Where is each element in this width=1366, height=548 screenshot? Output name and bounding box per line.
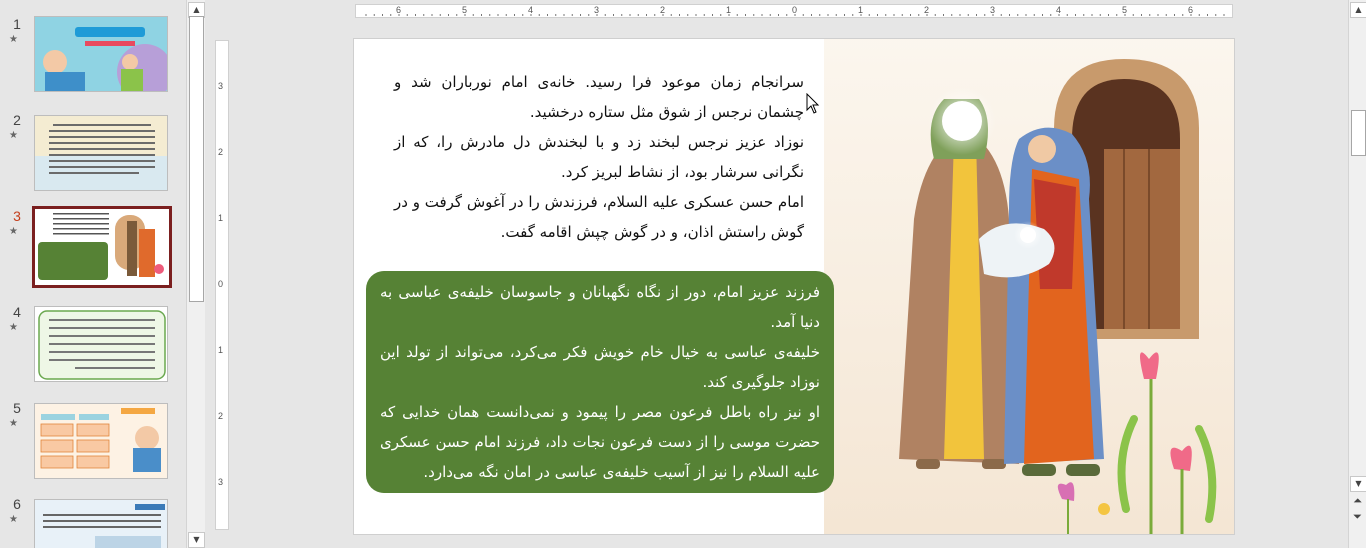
- animation-star-icon: ★: [9, 34, 18, 45]
- previous-slide-button[interactable]: ⏶: [1353, 494, 1362, 507]
- ruler-label: 5: [1122, 5, 1128, 15]
- animation-star-icon: ★: [9, 130, 18, 141]
- slide-number: 2: [13, 112, 21, 128]
- slide-preview-image: [35, 116, 168, 191]
- green-text-box[interactable]: [366, 271, 834, 493]
- scroll-up-button[interactable]: ▲: [1350, 2, 1366, 18]
- slide-number: 6: [13, 496, 21, 512]
- animation-star-icon: ★: [9, 226, 18, 237]
- scroll-down-button[interactable]: ▼: [188, 532, 205, 548]
- story-text-box[interactable]: [394, 67, 804, 247]
- mouse-cursor-icon: [806, 93, 820, 115]
- vertical-ruler[interactable]: [215, 40, 229, 530]
- slide-preview-image: [35, 500, 168, 548]
- ruler-label: 1: [726, 5, 732, 15]
- ruler-label: 4: [1056, 5, 1062, 15]
- ruler-label: 2: [218, 411, 224, 421]
- next-slide-button[interactable]: ⏷: [1353, 510, 1362, 523]
- slide-number: 3: [13, 208, 21, 224]
- story-paragraph: نوزاد عزیز نرجس لبخند زد و با لبخندش دل مادرش را، که از نگرانی سرشار بود، از نشاط لبریز کرد.: [394, 133, 804, 181]
- ruler-label: 2: [660, 5, 666, 15]
- slide-preview-image: [35, 404, 168, 479]
- slide-preview-image: [35, 307, 168, 382]
- slide-number: 4: [13, 304, 21, 320]
- slide-preview[interactable]: [34, 499, 168, 548]
- slide-number: 5: [13, 400, 21, 416]
- ruler-label: 3: [218, 477, 224, 487]
- slide-thumbnail-6[interactable]: [0, 496, 186, 548]
- slide-scrollbar[interactable]: [1348, 0, 1366, 548]
- ruler-label: 2: [218, 147, 224, 157]
- thumbnail-scrollbar[interactable]: [186, 0, 205, 548]
- current-slide[interactable]: [353, 38, 1235, 535]
- animation-star-icon: ★: [9, 514, 18, 525]
- animation-star-icon: ★: [9, 322, 18, 333]
- ruler-label: 1: [858, 5, 864, 15]
- slide-preview-selected[interactable]: [32, 206, 172, 288]
- slide-thumbnail-2[interactable]: [0, 112, 186, 202]
- slide-editor: [205, 0, 1348, 548]
- slide-number: 1: [13, 16, 21, 32]
- nativity-illustration: [804, 39, 1234, 534]
- ruler-label: 1: [218, 213, 224, 223]
- slide-preview[interactable]: [34, 16, 168, 92]
- ruler-label: 3: [594, 5, 600, 15]
- slide-preview[interactable]: [34, 306, 168, 382]
- ruler-label: 6: [396, 5, 402, 15]
- scroll-up-button[interactable]: ▲: [188, 2, 205, 18]
- slide-preview-image: [35, 17, 168, 92]
- ruler-label: 4: [528, 5, 534, 15]
- green-paragraph: خلیفه‌ی عباسی به خیال خام خویش فکر می‌کرد، می‌تواند از تولد این نوزاد جلوگیری کند.: [380, 343, 820, 391]
- slide-thumbnail-pane: [0, 0, 186, 548]
- ruler-label: 5: [462, 5, 468, 15]
- ruler-label: 3: [990, 5, 996, 15]
- animation-star-icon: ★: [9, 418, 18, 429]
- ruler-label: 0: [792, 5, 798, 15]
- slide-thumbnail-3[interactable]: [0, 208, 186, 298]
- slide-preview[interactable]: [34, 115, 168, 191]
- ruler-label: 6: [1188, 5, 1194, 15]
- scrollbar-thumb[interactable]: [1351, 110, 1366, 156]
- slide-thumbnail-5[interactable]: [0, 400, 186, 490]
- scroll-down-button[interactable]: ▼: [1350, 476, 1366, 492]
- ruler-label: 2: [924, 5, 930, 15]
- slide-thumbnail-1[interactable]: [0, 16, 186, 106]
- green-paragraph: او نیز راه باطل فرعون مصر را پیمود و نمی‌دانست همان خدایی که حضرت موسی را از دست فرعون نجات داد، فرزند امام حسن عسکری علیه السلام را نیز از آسیب خلیفه‌ی عباسی در امان نگه می‌دارد.: [380, 403, 820, 481]
- story-paragraph: امام حسن عسکری علیه السلام، فرزندش را در آغوش گرفت و در گوش راستش اذان، و در گوش چپش اقامه گفت.: [394, 193, 804, 241]
- ruler-label: 3: [218, 81, 224, 91]
- slide-preview[interactable]: [34, 403, 168, 479]
- ruler-label: 1: [218, 345, 224, 355]
- horizontal-ruler[interactable]: [355, 4, 1233, 18]
- slide-thumbnail-4[interactable]: [0, 304, 186, 394]
- green-paragraph: فرزند عزیز امام، دور از نگاه نگهبانان و جاسوسان خلیفه‌ی عباسی به دنیا آمد.: [380, 283, 820, 331]
- story-paragraph: سرانجام زمان موعود فرا رسید. خانه‌ی امام نورباران شد و چشمان نرجس از شوق مثل ستاره درخشید.: [394, 73, 804, 121]
- ruler-label: 0: [218, 279, 224, 289]
- slide-preview-image: [35, 209, 169, 285]
- scrollbar-thumb[interactable]: [189, 16, 204, 302]
